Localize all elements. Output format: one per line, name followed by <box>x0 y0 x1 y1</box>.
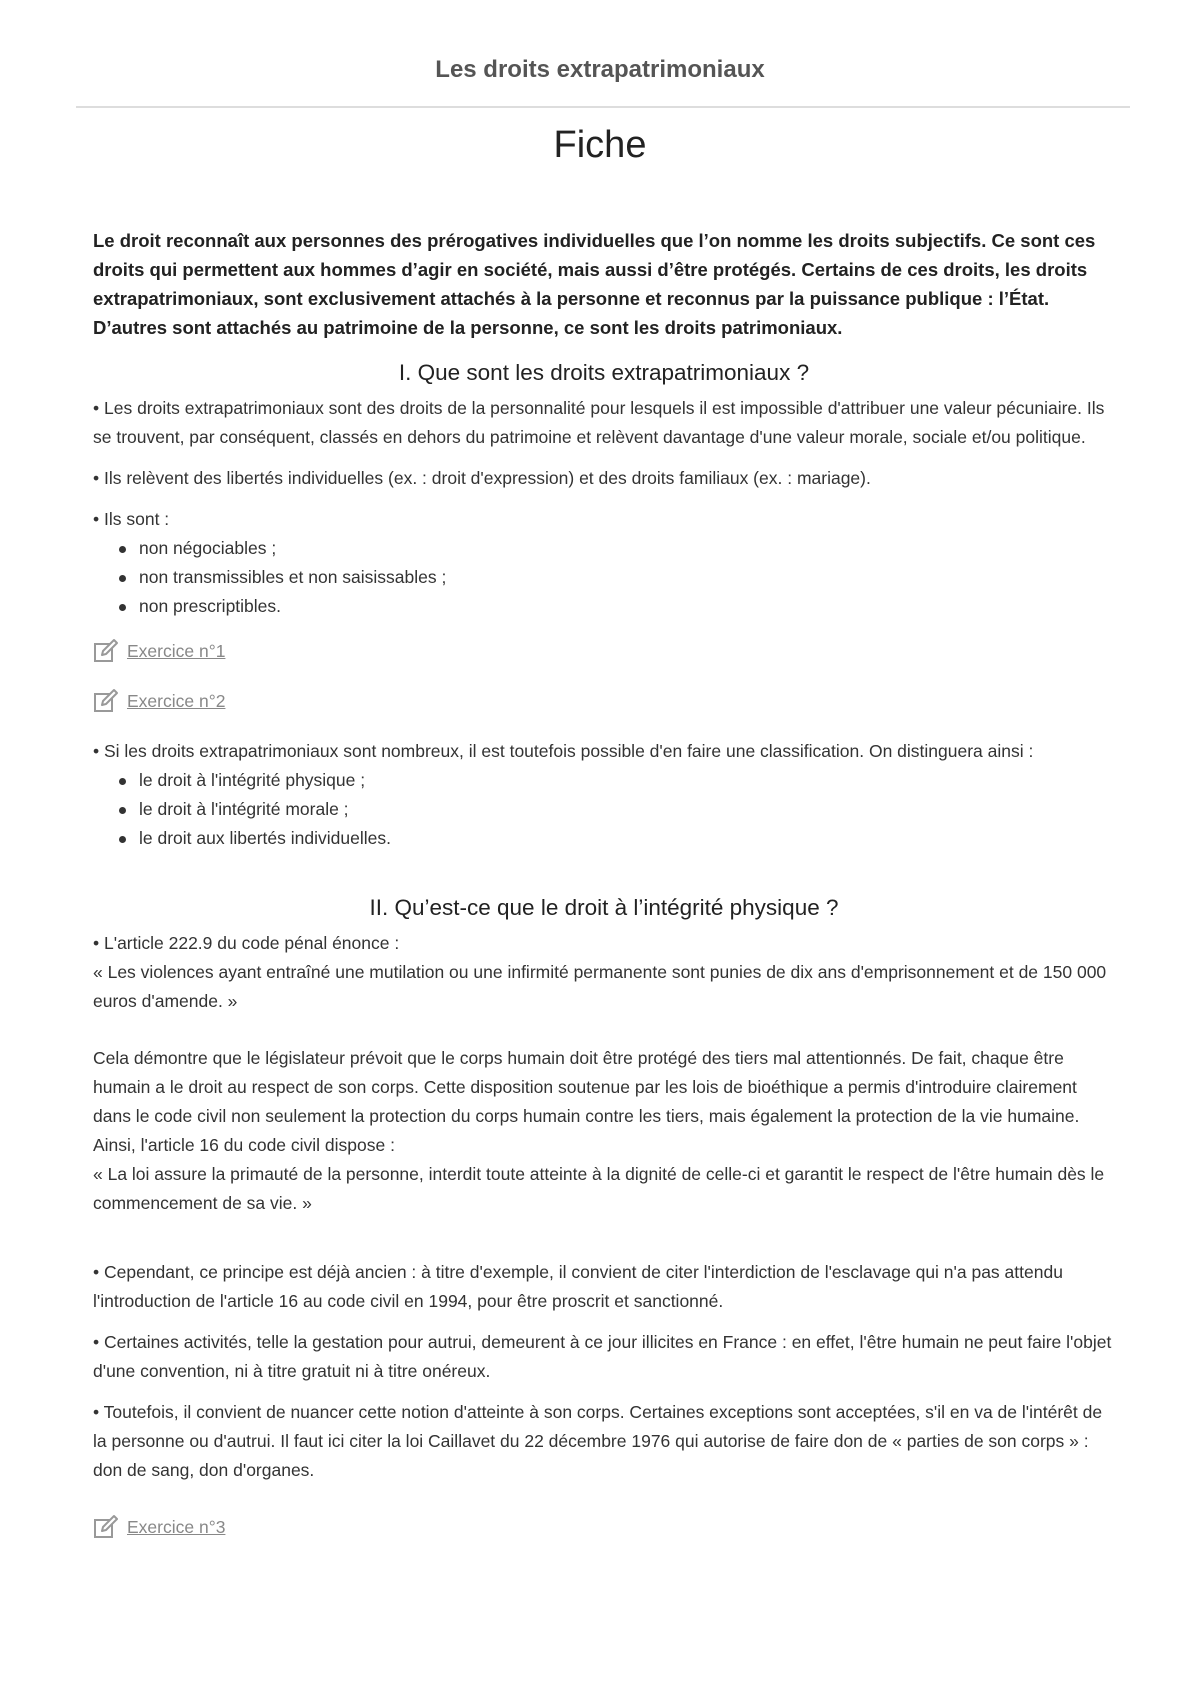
section-2-paragraph-1a: • L'article 222.9 du code pénal énonce : <box>93 933 400 953</box>
edit-icon <box>93 688 119 714</box>
section-2-paragraph-3: • Cependant, ce principe est déjà ancien : à titre d'exemple, il convient de citer l'interdiction de l'esclavage qui n'a pas attendu l'introduction de l'article 16 au code civil en 1994, pour être proscrit et sanctionné. <box>93 1262 1063 1311</box>
exercise-link-3[interactable] <box>93 1513 1115 1541</box>
section-2-heading: II. Qu’est-ce que le droit à l’intégrité physique ? <box>369 895 839 920</box>
section-1-paragraph-4: • Si les droits extrapatrimoniaux sont nombreux, il est toutefois possible d'en faire une classification. On distinguera ainsi : <box>93 741 1034 761</box>
classification-list <box>93 766 1115 853</box>
edit-icon <box>93 1514 119 1540</box>
exercise-2-link[interactable]: Exercice n°2 <box>127 690 226 711</box>
characteristics-list <box>93 534 1115 621</box>
section-1-paragraph-2: • Ils relèvent des libertés individuelles (ex. : droit d'expression) et des droits familiaux (ex. : mariage). <box>93 468 871 488</box>
edit-icon <box>93 638 119 664</box>
exercise-3-link[interactable]: Exercice n°3 <box>127 1516 226 1537</box>
document-body <box>93 226 1115 1563</box>
page-title: Fiche <box>553 124 647 166</box>
exercise-link-2[interactable] <box>93 687 1115 715</box>
intro-paragraph: Le droit reconnaît aux personnes des prérogatives individuelles que l’on nomme les droits subjectifs. Ce sont ces droits qui permettent aux hommes d’agir en société, mais aussi d’être protégés. Certains de ces droits, les droits extrapatrimoniaux, sont exclusivement attachés à la personne et reconnus par la puissance publique : l’État. D’autres sont attachés au patrimoine de la personne, ce sont les droits patrimoniaux. <box>93 230 1096 338</box>
section-1-heading: I. Que sont les droits extrapatrimoniaux ? <box>398 360 810 385</box>
header-divider <box>76 106 1130 108</box>
section-1-paragraph-1: • Les droits extrapatrimoniaux sont des droits de la personnalité pour lesquels il est impossible d'attribuer une valeur pécuniaire. Ils se trouvent, par conséquent, classés en dehors du patrimoine et relèvent davantage d'une valeur morale, sociale et/ou politique. <box>93 398 1105 447</box>
section-2-paragraph-5: • Toutefois, il convient de nuancer cette notion d'atteinte à son corps. Certaines exceptions sont acceptées, s'il en va de l'intérêt de la personne ou d'autrui. Il faut ici citer la loi Caillavet du 22 décembre 1976 qui autorise de faire don de « parties de son corps » : don de sang, don d'organes. <box>93 1402 1103 1480</box>
list-item: le droit à l'intégrité physique ; <box>139 766 1115 795</box>
exercise-link-1[interactable] <box>93 637 1115 665</box>
section-1-paragraph-3: • Ils sont : <box>93 509 170 529</box>
list-item: le droit aux libertés individuelles. <box>139 824 1115 853</box>
list-item: non transmissibles et non saisissables ; <box>139 563 1115 592</box>
document-title: Les droits extrapatrimoniaux <box>435 56 765 83</box>
section-2-paragraph-4: • Certaines activités, telle la gestation pour autrui, demeurent à ce jour illicites en France : en effet, l'être humain ne peut faire l'objet d'une convention, ni à titre gratuit ni à titre onéreux. <box>93 1332 1112 1381</box>
list-item: non négociables ; <box>139 534 1115 563</box>
section-2-quote-2: « La loi assure la primauté de la personne, interdit toute atteinte à la dignité de celle-ci et garantit le respect de l'être humain dès le commencement de sa vie. » <box>93 1164 1105 1213</box>
exercise-1-link[interactable]: Exercice n°1 <box>127 640 226 661</box>
list-item: le droit à l'intégrité morale ; <box>139 795 1115 824</box>
section-2-paragraph-2: Cela démontre que le législateur prévoit que le corps humain doit être protégé des tiers mal attentionnés. De fait, chaque être humain a le droit au respect de son corps. Cette disposition soutenue par les lois de bioéthique a permis d'introduire clairement dans le code civil non seulement la protection du corps humain contre les tiers, mais également la protection de la vie humaine. Ainsi, l'article 16 du code civil dispose : <box>93 1048 1080 1155</box>
list-item: non prescriptibles. <box>139 592 1115 621</box>
section-2-quote-1: « Les violences ayant entraîné une mutilation ou une infirmité permanente sont punies de dix ans d'emprisonnement et de 150 000 euros d'amende. » <box>93 962 1107 1011</box>
